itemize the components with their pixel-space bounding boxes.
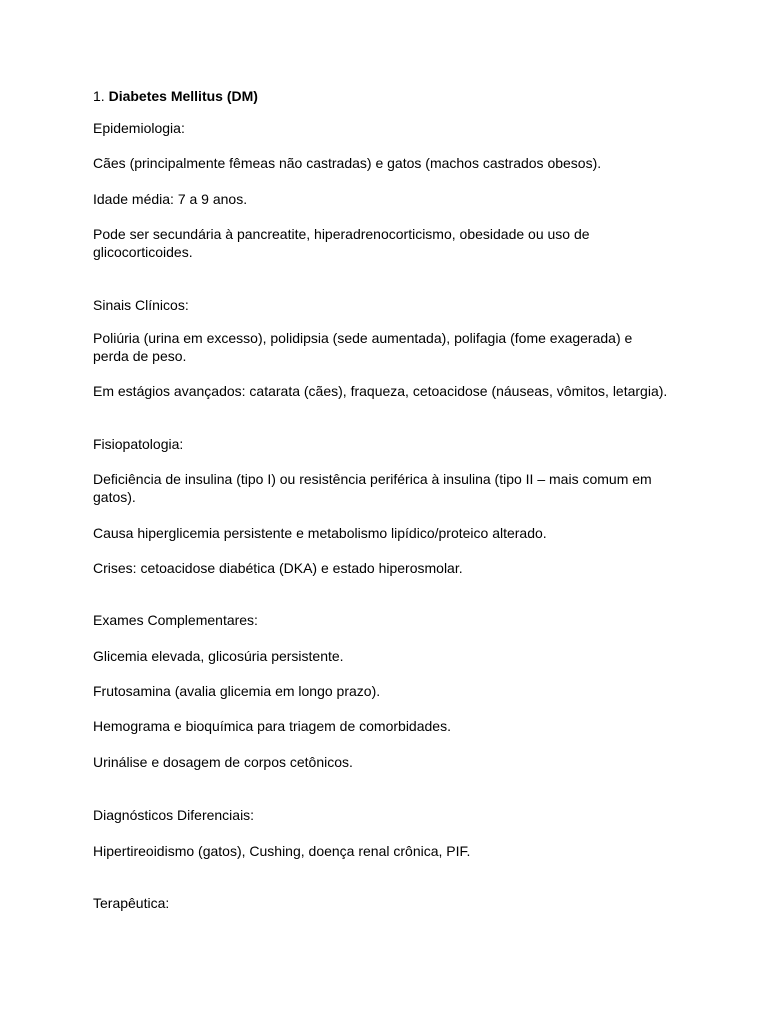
paragraph-pathophysiology-2: Causa hiperglicemia persistente e metabolismo lipídico/proteico alterado. — [93, 525, 547, 541]
paragraph-complementary-exams-3: Hemograma e bioquímica para triagem de comorbidades. — [93, 718, 451, 734]
section-heading-clinical-signs: Sinais Clínicos: — [93, 297, 189, 313]
section-heading-pathophysiology: Fisiopatologia: — [93, 436, 184, 452]
paragraph-complementary-exams-4: Urinálise e dosagem de corpos cetônicos. — [93, 754, 353, 770]
section-heading-complementary-exams: Exames Complementares: — [93, 612, 258, 628]
document-title — [93, 87, 693, 105]
paragraph-pathophysiology-3: Crises: cetoacidose diabética (DKA) e estado hiperosmolar. — [93, 560, 463, 576]
paragraph-complementary-exams-1: Glicemia elevada, glicosúria persistente. — [93, 648, 344, 664]
section-heading-epidemiology: Epidemiologia: — [93, 120, 185, 136]
paragraph-pathophysiology-1: Deficiência de insulina (tipo I) ou resistência periférica à insulina (tipo II – mais comum em gatos). — [93, 471, 652, 505]
paragraph-complementary-exams-2: Frutosamina (avalia glicemia em longo prazo). — [93, 683, 381, 699]
paragraph-clinical-signs-1: Poliúria (urina em excesso), polidipsia (sede aumentada), polifagia (fome exagerada) e perda de peso. — [93, 330, 633, 364]
paragraph-epidemiology-2: Idade média: 7 a 9 anos. — [93, 191, 248, 207]
title-text: Diabetes Mellitus (DM) — [108, 88, 258, 104]
paragraph-clinical-signs-2: Em estágios avançados: catarata (cães), fraqueza, cetoacidose (náuseas, vômitos, letargia). — [93, 383, 668, 399]
section-heading-differential-diagnosis: Diagnósticos Diferenciais: — [93, 807, 255, 823]
title-number: 1. — [93, 88, 105, 104]
paragraph-differential-diagnosis-1: Hipertireoidismo (gatos), Cushing, doença renal crônica, PIF. — [93, 843, 471, 859]
paragraph-epidemiology-3: Pode ser secundária à pancreatite, hiperadrenocorticismo, obesidade ou uso de glicocorticoides. — [93, 226, 590, 260]
paragraph-epidemiology-1: Cães (principalmente fêmeas não castradas) e gatos (machos castrados obesos). — [93, 155, 602, 171]
section-heading-therapeutics: Terapêutica: — [93, 895, 170, 911]
